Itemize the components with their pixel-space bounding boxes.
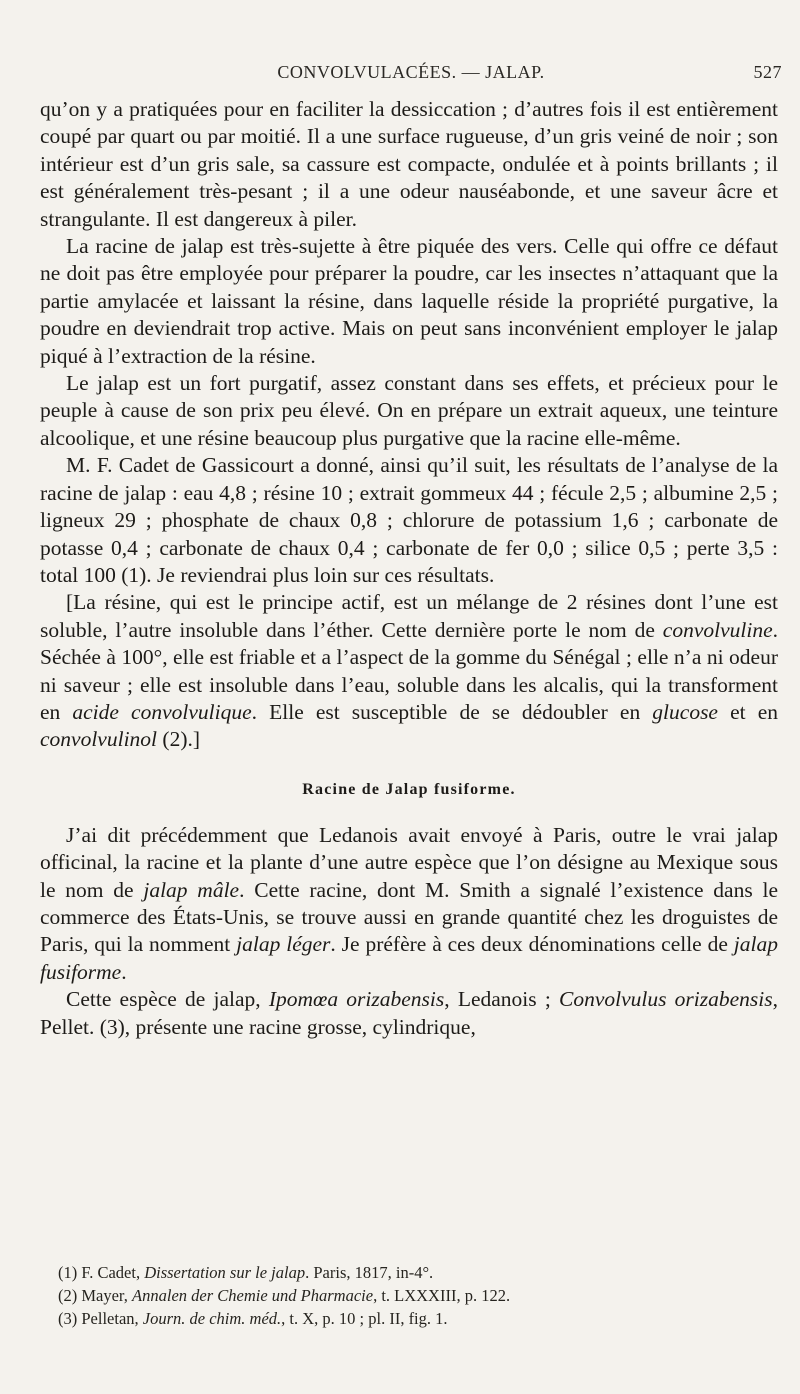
running-title: CONVOLVULACÉES. — JALAP.	[277, 62, 545, 82]
paragraph-6	[40, 822, 778, 986]
paragraph-5-text-d: et en	[717, 699, 778, 724]
term-convolvuline: convolvuline	[662, 617, 773, 642]
footnote-3-title: Journ. de chim. méd.	[142, 1308, 282, 1328]
footnote-3-text-a: (3) Pelletan,	[58, 1308, 143, 1328]
paragraph-7-text-c: , Pellet. (3), présente une racine grosse, cylindrique,	[40, 987, 778, 1039]
paragraph-3: Le jalap est un fort purgatif, assez constant dans ses effets, et précieux pour le peuple à cause de son prix peu élevé. On en prépare un extrait aqueux, une teinture alcoolique, et une résine beaucoup plus purgative que la racine elle-même.	[40, 371, 778, 450]
footnote-2-text-b: , t. LXXXIII, p. 122.	[373, 1285, 511, 1305]
footnote-2-text-a: (2) Mayer,	[58, 1285, 133, 1305]
footnote-1-text-b: . Paris, 1817, in-4°.	[305, 1263, 434, 1282]
paragraph-4: M. F. Cadet de Gassicourt a donné, ainsi qu’il suit, les résultats de l’analyse de la racine de jalap : eau 4,8 ; résine 10 ; extrait gommeux 44 ; fécule 2,5 ; albumine 2,5 ; ligneux 29 ; phosphate de chaux 0,8 ; chlorure de potassium 1,6 ; carbonate de potasse 0,4 ; carbonate de chaux 0,4 ; carbonate de fer 0,0 ; silice 0,5 ; perte 3,5 : total 100 (1). Je reviendrai plus loin sur ces résultats.	[40, 453, 778, 587]
term-jalap-leger: jalap léger	[236, 932, 331, 957]
paragraph-6-text-c: . Je préfère à ces deux dénominations celle de	[330, 932, 734, 957]
footnotes	[58, 1262, 778, 1330]
running-header	[40, 62, 782, 86]
footnote-3-text-b: , t. X, p. 10 ; pl. II, fig. 1.	[281, 1308, 448, 1328]
term-ipomoea-orizabensis: Ipomœa orizabensis	[268, 987, 445, 1012]
paragraph-5-text-a: [La résine, qui est le principe actif, est un mélange de 2 résines dont l’une est soluble, l’autre insoluble dans l’éther. Cette dernière porte le nom de	[40, 590, 778, 642]
footnote-2-title: Annalen der Chemie und Pharmacie	[132, 1285, 374, 1305]
term-convolvulinol: convolvulinol	[40, 727, 158, 752]
section-heading: Racine de Jalap fusiforme.	[302, 780, 516, 798]
page-number: 527	[753, 62, 782, 82]
paragraph-2: La racine de jalap est très-sujette à être piquée des vers. Celle qui offre ce défaut ne doit pas être employée pour préparer la poudre, car les insectes n’attaquant que la partie amylacée et laissant la résine, dans laquelle réside la propriété purgative, la poudre en deviendrait trop active. Mais on peut sans inconvénient employer le jalap piqué à l’extraction de la résine.	[40, 234, 778, 368]
paragraph-5-text-b: . Séchée à 100°, elle est friable et a l’aspect de la gomme du Sénégal ; elle n’a ni odeur ni saveur ; elle est insoluble dans l’eau, soluble dans les alcalis, qui la transforment en	[40, 617, 778, 724]
footnote-1-title: Dissertation sur le jalap	[144, 1263, 306, 1282]
term-jalap-male: jalap mâle	[143, 877, 240, 902]
term-jalap-fusiforme: jalap fusiforme	[40, 932, 778, 984]
footnote-1	[58, 1262, 778, 1285]
paragraph-6-text-a: J’ai dit précédemment que Ledanois avait envoyé à Paris, outre le vrai jalap officinal, la racine et la plante d’une autre espèce que l’on désigne au Mexique sous le nom de	[40, 822, 778, 902]
page-body	[40, 96, 778, 1041]
footnote-1-text-a: (1) F. Cadet,	[58, 1263, 145, 1282]
paragraph-7-text-a: Cette espèce de jalap,	[66, 987, 269, 1012]
term-glucose: glucose	[652, 699, 718, 724]
paragraph-6-text-d: .	[121, 959, 127, 984]
paragraph-5	[40, 589, 778, 753]
paragraph-1: qu’on y a pratiquées pour en faciliter la dessiccation ; d’autres fois il est entièrement coupé par quart ou par moitié. Il a une surface rugueuse, d’un gris veiné de noir ; son intérieur est d’un gris sale, sa cassure est compacte, ondulée et à points brillants ; il est généralement très-pesant ; il a une odeur nauséabonde, et une saveur âcre et strangulante. Il est dangereux à piler.	[40, 97, 778, 231]
paragraph-7	[40, 986, 778, 1041]
footnote-3	[58, 1308, 778, 1331]
paragraph-6-text-b: . Cette racine, dont M. Smith a signalé l’existence dans le commerce des États-Unis, se trouve aussi en grande quantité chez les droguistes de Paris, qui la nomment	[40, 877, 778, 957]
term-acide-convolvulique: acide convolvulique	[72, 699, 252, 724]
paragraph-5-text-c: . Elle est susceptible de se dédoubler en	[251, 699, 653, 724]
paragraph-5-text-e: (2).]	[157, 727, 201, 752]
footnote-2	[58, 1285, 778, 1308]
paragraph-7-text-b: , Ledanois ;	[444, 987, 559, 1012]
term-convolvulus-orizabensis: Convolvulus orizabensis	[558, 987, 773, 1012]
